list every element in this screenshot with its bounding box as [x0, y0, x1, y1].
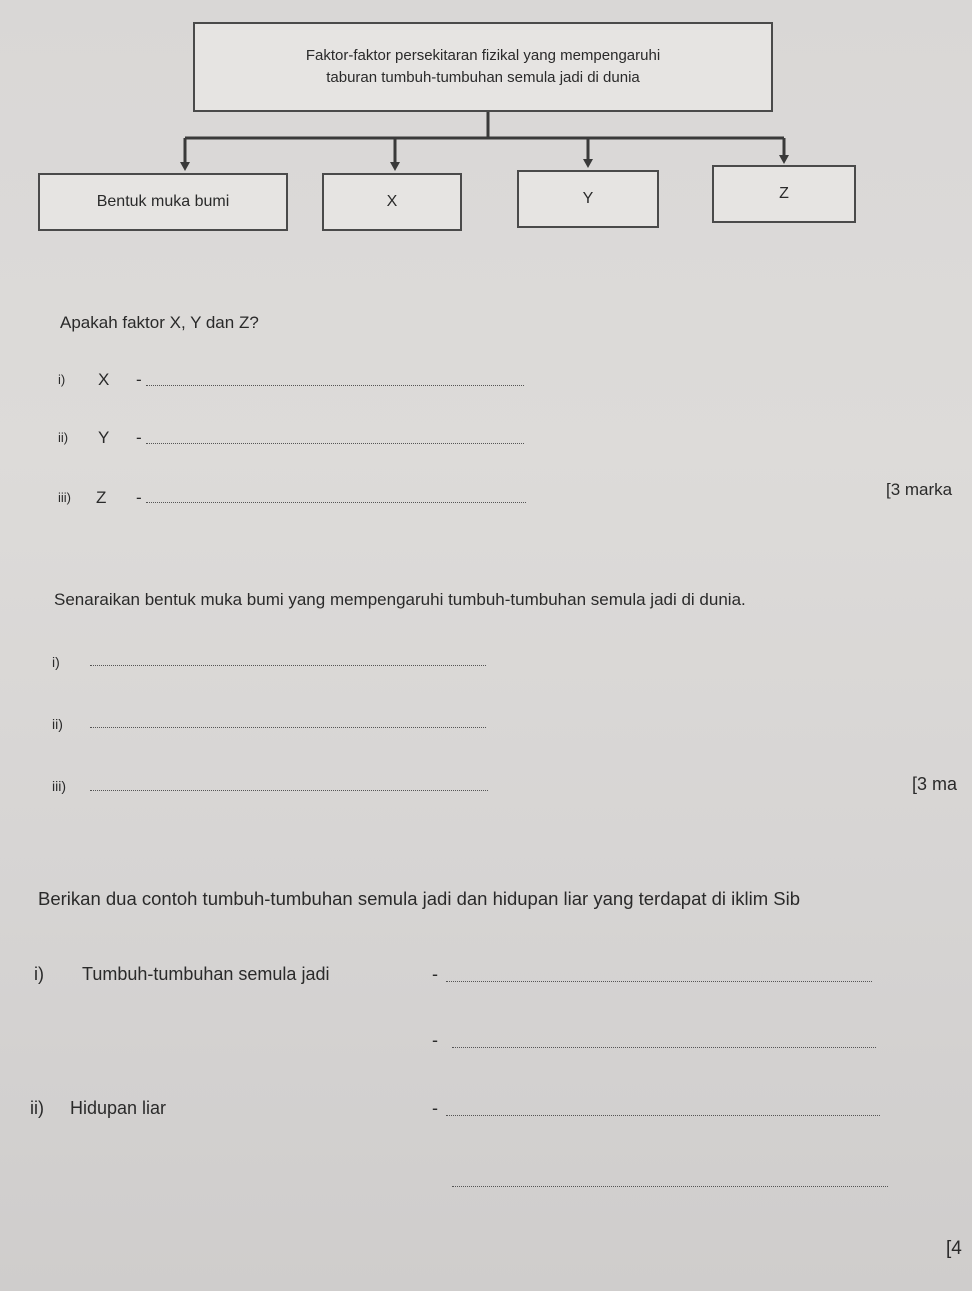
- answer-line-landform-3[interactable]: [90, 790, 488, 791]
- q2-marks: [3 ma: [912, 774, 958, 794]
- answer-line-z[interactable]: [146, 502, 526, 503]
- answer-line-y[interactable]: [146, 443, 524, 444]
- q3-question: Berikan dua contoh tumbuh-tumbuhan semula jadi dan hidupan liar yang terdapat di iklim Sib: [38, 888, 801, 909]
- q2-question: Senaraikan bentuk muka bumi yang mempengaruhi tumbuh-tumbuhan semula jadi di dunia.: [54, 590, 746, 609]
- diagram-title-box: [193, 22, 773, 112]
- q3-marks: [4: [946, 1238, 962, 1259]
- answer-line-plant-2[interactable]: [452, 1047, 876, 1048]
- q1-item-label: Y: [98, 428, 110, 447]
- q3-dash: -: [432, 964, 438, 984]
- q1-item-dash: -: [136, 370, 142, 389]
- answer-line-landform-2[interactable]: [90, 727, 486, 728]
- q1-question: Apakah faktor X, Y dan Z?: [60, 313, 259, 332]
- q1-marks: [3 marka: [886, 480, 953, 499]
- answer-line-x[interactable]: [146, 385, 524, 386]
- box-label: Y: [582, 190, 594, 207]
- box-y: [517, 170, 659, 228]
- q2-item-num: iii): [52, 778, 66, 794]
- box-z: [712, 165, 856, 223]
- q2-item-num: i): [52, 654, 60, 670]
- q1-item-dash: -: [136, 428, 142, 447]
- q3-dash: -: [432, 1030, 438, 1050]
- q1-item-num: iii): [58, 490, 71, 505]
- box-label: Bentuk muka bumi: [96, 193, 230, 210]
- box-label: X: [386, 193, 398, 210]
- q1-item-dash: -: [136, 488, 142, 507]
- q3-item-label: Tumbuh-tumbuhan semula jadi: [82, 964, 330, 984]
- answer-line-wildlife-1[interactable]: [446, 1115, 880, 1116]
- q2-item-num: ii): [52, 716, 63, 732]
- answer-line-plant-1[interactable]: [446, 981, 872, 982]
- q1-item-num: ii): [58, 430, 69, 445]
- box-label: Z: [779, 185, 789, 202]
- diagram-title-line1: Faktor-faktor persekitaran fizikal yang mempengaruhi: [305, 47, 661, 64]
- answer-line-landform-1[interactable]: [90, 665, 486, 666]
- q3-item-label: Hidupan liar: [70, 1098, 167, 1118]
- answer-line-wildlife-2[interactable]: [452, 1186, 888, 1187]
- q1-item-label: Z: [96, 488, 107, 507]
- q1-item-num: i): [58, 372, 66, 387]
- box-bentuk-muka-bumi: [38, 173, 288, 231]
- q3-item-num: i): [34, 964, 44, 984]
- q1-item-label: X: [98, 370, 110, 389]
- diagram-title-line2: taburan tumbuh-tumbuhan semula jadi di dunia: [326, 69, 640, 86]
- q3-item-num: ii): [30, 1098, 44, 1118]
- q3-dash: -: [432, 1098, 438, 1118]
- box-x: [322, 173, 462, 231]
